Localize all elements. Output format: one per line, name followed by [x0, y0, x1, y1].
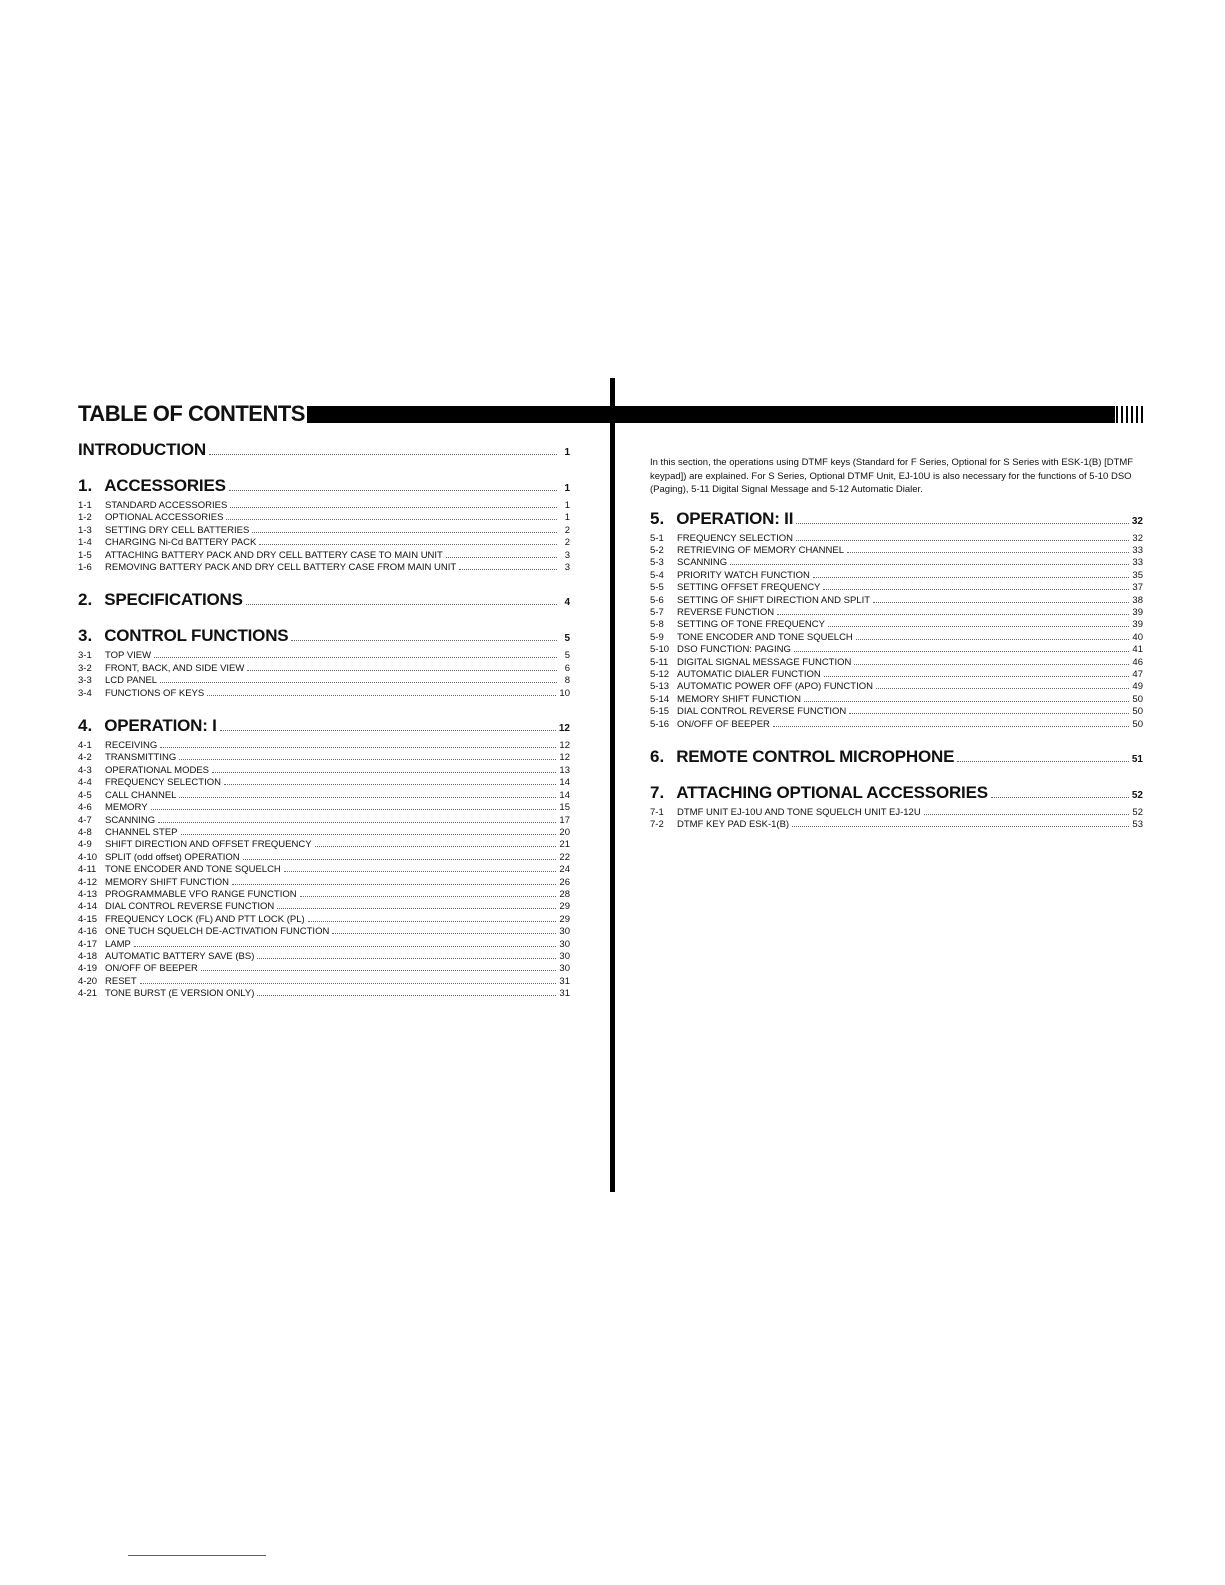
toc-item[interactable] — [650, 582, 1143, 594]
leader-dots — [179, 797, 556, 798]
section-title: OPERATION: II — [676, 508, 794, 528]
leader-dots — [991, 797, 1129, 798]
item-label: TRANSMITTING — [105, 752, 177, 764]
item-number: 1-3 — [78, 524, 92, 536]
page-number: 38 — [1132, 594, 1143, 606]
item-number: 4-2 — [78, 752, 92, 764]
item-label: SHIFT DIRECTION AND OFFSET FREQUENCY — [105, 839, 312, 851]
left-page — [78, 400, 570, 1001]
barcode-mark — [1111, 406, 1143, 423]
item-number: 4-14 — [78, 901, 98, 913]
section-note: In this section, the operations using DTMF keys (Standard for F Series, Optional for S Series with ESK-1(B) [DTMF keypad]) are explained. For S Series, Optional DTMF Unit, EJ-10U is also necessary for the functions of 5-10 DSO (Paging), 5-11 Digital Signal Message and 5-12 Automatic Dialer. — [650, 457, 1134, 495]
page-number: 15 — [559, 802, 570, 814]
section-number: 3. — [78, 626, 93, 646]
item-label: ON/OFF OF BEEPER — [105, 963, 198, 975]
page-number: 20 — [559, 826, 570, 838]
page-number: 30 — [559, 963, 570, 975]
page-number: 30 — [559, 926, 570, 938]
item-number: 5-2 — [650, 544, 664, 556]
section-title: CONTROL FUNCTIONS — [104, 626, 289, 646]
item-label: REVERSE FUNCTION — [677, 606, 775, 618]
item-number: 3-2 — [78, 662, 92, 674]
leader-dots — [230, 507, 557, 508]
item-label: SPLIT (odd offset) OPERATION — [105, 851, 240, 863]
page-number: 17 — [559, 814, 570, 826]
page-number: 5 — [564, 633, 570, 645]
page-number: 46 — [1132, 656, 1143, 668]
leader-dots — [179, 759, 556, 760]
section-title: OPERATION: I — [104, 716, 217, 736]
item-number: 5-4 — [650, 569, 664, 581]
page-number: 2 — [564, 537, 570, 549]
item-label: TONE BURST (E VERSION ONLY) — [105, 988, 255, 1000]
page-number: 12 — [559, 752, 570, 764]
item-number: 1-1 — [78, 500, 92, 511]
leader-dots — [158, 822, 556, 823]
page-number: 24 — [559, 864, 570, 876]
leader-dots — [134, 946, 557, 947]
page-number: 29 — [559, 901, 570, 913]
leader-dots — [160, 747, 556, 748]
item-label: SETTING OFFSET FREQUENCY — [677, 582, 821, 594]
item-label: SETTING OF TONE FREQUENCY — [677, 619, 825, 631]
item-number: 5-10 — [650, 644, 670, 656]
page-spine — [610, 378, 615, 1192]
page-number: 8 — [564, 675, 570, 687]
right-page — [650, 400, 1143, 832]
item-number: 5-13 — [650, 681, 670, 693]
item-label: ATTACHING BATTERY PACK AND DRY CELL BATTERY CASE TO MAIN UNIT — [105, 549, 443, 561]
item-label: MEMORY SHIFT FUNCTION — [677, 693, 802, 705]
item-label: TONE ENCODER AND TONE SQUELCH — [677, 631, 853, 643]
page-number: 29 — [559, 913, 570, 925]
item-label: RETRIEVING OF MEMORY CHANNEL — [677, 544, 844, 556]
page-number: 50 — [1132, 706, 1143, 718]
toc-section[interactable] — [650, 747, 1143, 767]
toc-item[interactable] — [78, 852, 570, 864]
leader-dots — [246, 604, 557, 605]
page-number: 37 — [1132, 582, 1143, 594]
item-number: 4-15 — [78, 913, 98, 925]
leader-dots — [777, 614, 1129, 615]
leader-dots — [257, 995, 556, 996]
page-number: 2 — [564, 524, 570, 536]
page-number: 1 — [564, 512, 570, 524]
page-number: 12 — [558, 723, 570, 735]
toc-item[interactable] — [650, 533, 1143, 545]
leader-dots — [226, 519, 557, 520]
leader-dots — [154, 657, 557, 658]
leader-dots — [300, 896, 557, 897]
toc-item[interactable] — [78, 752, 570, 764]
toc-item[interactable] — [78, 914, 570, 926]
item-label: RECEIVING — [105, 740, 158, 752]
toc-item[interactable] — [650, 607, 1143, 619]
item-label: REMOVING BATTERY PACK AND DRY CELL BATTERY CASE FROM MAIN UNIT — [105, 562, 457, 574]
toc-item[interactable] — [78, 988, 570, 1000]
leader-dots — [849, 713, 1129, 714]
item-number: 4-9 — [78, 839, 92, 851]
link-underline — [128, 1555, 266, 1556]
item-number: 1-5 — [78, 549, 92, 561]
page-number: 3 — [564, 562, 570, 574]
item-number: 4-8 — [78, 826, 92, 838]
page-number: 14 — [559, 777, 570, 789]
item-number: 5-14 — [650, 693, 670, 705]
leader-dots — [224, 784, 556, 785]
item-number: 3-4 — [78, 687, 92, 699]
item-number: 5-16 — [650, 718, 670, 730]
section-number: 6. — [650, 747, 665, 766]
page-number: 35 — [1132, 569, 1143, 581]
item-label: DIAL CONTROL REVERSE FUNCTION — [677, 706, 847, 718]
right-title-row — [650, 400, 1143, 428]
page-number: 4 — [564, 597, 570, 609]
item-number: 4-10 — [78, 851, 98, 863]
page-number: 32 — [1131, 515, 1143, 527]
leader-dots — [160, 682, 557, 683]
section-number: 4. — [78, 716, 93, 736]
leader-dots — [796, 540, 1129, 541]
item-label: SETTING DRY CELL BATTERIES — [105, 524, 250, 536]
toc-item[interactable] — [650, 619, 1143, 631]
toc-item[interactable] — [650, 719, 1143, 731]
page-number: 31 — [559, 988, 570, 1000]
item-label: RESET — [105, 975, 137, 987]
item-label: ON/OFF OF BEEPER — [677, 718, 770, 730]
page-number: 12 — [559, 740, 570, 752]
leader-dots — [291, 640, 557, 641]
leader-dots — [847, 552, 1129, 553]
page-number: 5 — [564, 650, 570, 662]
leader-dots — [151, 809, 557, 810]
title-row — [78, 400, 570, 428]
leader-dots — [823, 589, 1129, 590]
leader-dots — [824, 676, 1130, 677]
item-number: 4-19 — [78, 963, 98, 975]
section-number: 1. — [78, 476, 93, 495]
item-label: OPERATIONAL MODES — [105, 764, 209, 776]
toc-item[interactable] — [78, 815, 570, 827]
item-number: 7-1 — [650, 807, 664, 818]
toc-item[interactable] — [650, 819, 1143, 831]
page-number: 21 — [559, 839, 570, 851]
leader-dots — [794, 651, 1130, 652]
section-title: ATTACHING OPTIONAL ACCESSORIES — [676, 783, 988, 802]
page-number: 47 — [1132, 668, 1143, 680]
toc-item[interactable] — [78, 537, 570, 549]
page-number: 51 — [1131, 754, 1143, 765]
item-number: 3-1 — [78, 650, 92, 662]
item-label: SETTING OF SHIFT DIRECTION AND SPLIT — [677, 594, 871, 606]
page-number: 1 — [564, 447, 570, 458]
page-number: 32 — [1132, 532, 1143, 544]
toc-item[interactable] — [78, 864, 570, 876]
item-number: 5-8 — [650, 619, 664, 631]
leader-dots — [813, 577, 1130, 578]
item-number: 5-6 — [650, 594, 664, 606]
item-number: 4-1 — [78, 740, 92, 752]
page-number: 49 — [1132, 681, 1143, 693]
leader-dots — [804, 701, 1129, 702]
item-label: FREQUENCY LOCK (FL) AND PTT LOCK (PL) — [105, 913, 305, 925]
toc-item[interactable] — [650, 694, 1143, 706]
toc-item[interactable] — [650, 545, 1143, 557]
toc-section[interactable] — [650, 783, 1143, 803]
page-number: 13 — [559, 764, 570, 776]
leader-dots — [257, 958, 556, 959]
page-number: 39 — [1132, 606, 1143, 618]
toc-item[interactable] — [650, 644, 1143, 656]
toc-item[interactable] — [78, 827, 570, 839]
toc-item[interactable] — [78, 839, 570, 851]
item-number: 4-4 — [78, 777, 92, 789]
section-number: 7. — [650, 783, 665, 802]
section-number: 5. — [650, 508, 665, 528]
toc-item[interactable] — [650, 657, 1143, 669]
leader-dots — [277, 908, 556, 909]
item-label: TONE ENCODER AND TONE SQUELCH — [105, 864, 281, 876]
item-label: FREQUENCY SELECTION — [677, 532, 793, 544]
section-number: 2. — [78, 590, 93, 610]
toc-right — [650, 509, 1143, 832]
toc-item[interactable] — [78, 550, 570, 562]
toc-item[interactable] — [78, 500, 570, 512]
leader-dots — [792, 826, 1129, 827]
item-number: 5-3 — [650, 557, 664, 569]
item-label: SCANNING — [105, 814, 156, 826]
toc-item[interactable] — [650, 681, 1143, 693]
leader-dots — [229, 490, 557, 491]
item-number: 1-4 — [78, 537, 92, 549]
toc-section[interactable] — [78, 590, 570, 610]
section-title: INTRODUCTION — [78, 440, 206, 459]
page-number: 1 — [564, 483, 570, 494]
item-label: FREQUENCY SELECTION — [105, 777, 221, 789]
page-number: 50 — [1132, 718, 1143, 730]
toc-item[interactable] — [650, 557, 1143, 569]
leader-dots — [854, 664, 1129, 665]
toc-item[interactable] — [78, 663, 570, 675]
page-number: 28 — [559, 888, 570, 900]
page-number: 39 — [1132, 619, 1143, 631]
leader-dots — [209, 454, 557, 455]
leader-dots — [212, 772, 556, 773]
item-label: CHARGING Ni-Cd BATTERY PACK — [105, 537, 257, 549]
toc-item[interactable] — [650, 669, 1143, 681]
toc-item[interactable] — [650, 807, 1143, 819]
item-label: CALL CHANNEL — [105, 789, 177, 801]
toc-item[interactable] — [78, 901, 570, 913]
item-number: 7-2 — [650, 819, 664, 831]
toc-section[interactable] — [78, 440, 570, 460]
toc-item[interactable] — [650, 632, 1143, 644]
item-number: 5-5 — [650, 582, 664, 594]
leader-dots — [773, 726, 1130, 727]
page-number: 33 — [1132, 557, 1143, 569]
item-number: 4-11 — [78, 864, 97, 876]
item-number: 3-3 — [78, 675, 92, 687]
item-number: 1-6 — [78, 562, 92, 574]
leader-dots — [247, 670, 557, 671]
leader-dots — [207, 695, 556, 696]
toc-item[interactable] — [78, 525, 570, 537]
toc-item[interactable] — [650, 595, 1143, 607]
item-label: STANDARD ACCESSORIES — [105, 500, 228, 511]
item-label: AUTOMATIC DIALER FUNCTION — [677, 668, 821, 680]
item-label: AUTOMATIC POWER OFF (APO) FUNCTION — [677, 681, 873, 693]
toc-item[interactable] — [78, 650, 570, 662]
toc-item[interactable] — [78, 675, 570, 687]
leader-dots — [828, 626, 1129, 627]
leader-dots — [957, 761, 1129, 762]
page-title: TABLE OF CONTENTS — [78, 401, 305, 426]
leader-dots — [730, 564, 1129, 565]
page-number: 41 — [1132, 644, 1143, 656]
leader-dots — [232, 884, 556, 885]
page-number: 50 — [1132, 693, 1143, 705]
right-title-bar — [614, 406, 1115, 423]
leader-dots — [284, 871, 557, 872]
leader-dots — [856, 639, 1130, 640]
item-label: OPTIONAL ACCESSORIES — [105, 512, 224, 524]
item-label: DTMF UNIT EJ-10U AND TONE SQUELCH UNIT EJ-12U — [677, 807, 921, 818]
toc-left — [78, 440, 570, 1001]
page-number: 10 — [559, 687, 570, 699]
toc-item[interactable] — [78, 512, 570, 524]
item-label: SCANNING — [677, 557, 728, 569]
item-number: 5-15 — [650, 706, 670, 718]
item-number: 4-21 — [78, 988, 98, 1000]
item-label: FRONT, BACK, AND SIDE VIEW — [105, 662, 245, 674]
leader-dots — [259, 544, 557, 545]
leader-dots — [332, 933, 556, 934]
leader-dots — [201, 970, 557, 971]
toc-item[interactable] — [78, 777, 570, 789]
page-number: 6 — [564, 662, 570, 674]
item-number: 4-20 — [78, 975, 98, 987]
item-number: 5-1 — [650, 532, 664, 544]
item-label: MEMORY — [105, 802, 148, 814]
item-label: DIGITAL SIGNAL MESSAGE FUNCTION — [677, 656, 852, 668]
item-label: DIAL CONTROL REVERSE FUNCTION — [105, 901, 275, 913]
toc-section[interactable] — [78, 626, 570, 646]
item-label: CHANNEL STEP — [105, 826, 178, 838]
toc-item[interactable] — [78, 963, 570, 975]
page-number: 30 — [559, 950, 570, 962]
item-label: FUNCTIONS OF KEYS — [105, 687, 205, 699]
toc-section[interactable] — [78, 716, 570, 736]
toc-item[interactable] — [78, 688, 570, 700]
item-number: 4-13 — [78, 888, 98, 900]
leader-dots — [873, 602, 1129, 603]
item-number: 4-6 — [78, 802, 92, 814]
item-number: 5-9 — [650, 631, 664, 643]
page-number: 14 — [559, 789, 570, 801]
item-number: 4-17 — [78, 938, 98, 950]
leader-dots — [220, 730, 556, 731]
leader-dots — [140, 983, 557, 984]
item-number: 1-2 — [78, 512, 92, 524]
toc-item[interactable] — [78, 790, 570, 802]
leader-dots — [315, 846, 557, 847]
section-title: REMOTE CONTROL MICROPHONE — [676, 747, 955, 766]
section-title: ACCESSORIES — [104, 476, 226, 495]
item-label: ONE TUCH SQUELCH DE-ACTIVATION FUNCTION — [105, 926, 330, 938]
leader-dots — [459, 569, 557, 570]
leader-dots — [252, 532, 557, 533]
item-label: LAMP — [105, 938, 131, 950]
item-number: 5-7 — [650, 606, 664, 618]
toc-item[interactable] — [78, 562, 570, 574]
page-number: 1 — [564, 500, 570, 511]
leader-dots — [796, 523, 1129, 524]
leader-dots — [243, 859, 557, 860]
item-number: 4-5 — [78, 789, 92, 801]
toc-item[interactable] — [78, 951, 570, 963]
page-number: 31 — [559, 975, 570, 987]
item-label: AUTOMATIC BATTERY SAVE (BS) — [105, 950, 255, 962]
item-number: 5-11 — [650, 656, 669, 668]
toc-item[interactable] — [78, 976, 570, 988]
page-number: 26 — [559, 876, 570, 888]
leader-dots — [446, 557, 557, 558]
page-number: 33 — [1132, 544, 1143, 556]
toc-section[interactable] — [650, 509, 1143, 529]
page-number: 3 — [564, 549, 570, 561]
page-number: 52 — [1132, 807, 1143, 818]
toc-item[interactable] — [78, 740, 570, 752]
toc-item[interactable] — [78, 765, 570, 777]
item-label: DTMF KEY PAD ESK-1(B) — [677, 819, 790, 831]
item-number: 5-12 — [650, 668, 670, 680]
item-number: 4-16 — [78, 926, 98, 938]
item-number: 4-12 — [78, 876, 98, 888]
page-number: 52 — [1131, 790, 1143, 801]
toc-item[interactable] — [78, 802, 570, 814]
item-label: MEMORY SHIFT FUNCTION — [105, 876, 230, 888]
section-title: SPECIFICATIONS — [104, 590, 243, 610]
leader-dots — [924, 814, 1130, 815]
page-number: 53 — [1132, 819, 1143, 831]
item-number: 4-3 — [78, 764, 92, 776]
toc-section[interactable] — [78, 476, 570, 496]
toc-item[interactable] — [650, 706, 1143, 718]
item-label: LCD PANEL — [105, 675, 158, 687]
page-number: 30 — [559, 938, 570, 950]
leader-dots — [876, 688, 1129, 689]
item-label: PRIORITY WATCH FUNCTION — [677, 569, 810, 581]
item-label: PROGRAMMABLE VFO RANGE FUNCTION — [105, 888, 297, 900]
item-label: TOP VIEW — [105, 650, 152, 662]
toc-item[interactable] — [78, 889, 570, 901]
page-number: 40 — [1132, 631, 1143, 643]
leader-dots — [308, 921, 557, 922]
toc-item[interactable] — [78, 939, 570, 951]
item-number: 4-18 — [78, 950, 98, 962]
toc-item[interactable] — [78, 926, 570, 938]
page-number: 22 — [559, 851, 570, 863]
toc-item[interactable] — [78, 877, 570, 889]
toc-item[interactable] — [650, 570, 1143, 582]
item-label: DSO FUNCTION: PAGING — [677, 644, 791, 656]
item-number: 4-7 — [78, 814, 92, 826]
leader-dots — [181, 834, 557, 835]
